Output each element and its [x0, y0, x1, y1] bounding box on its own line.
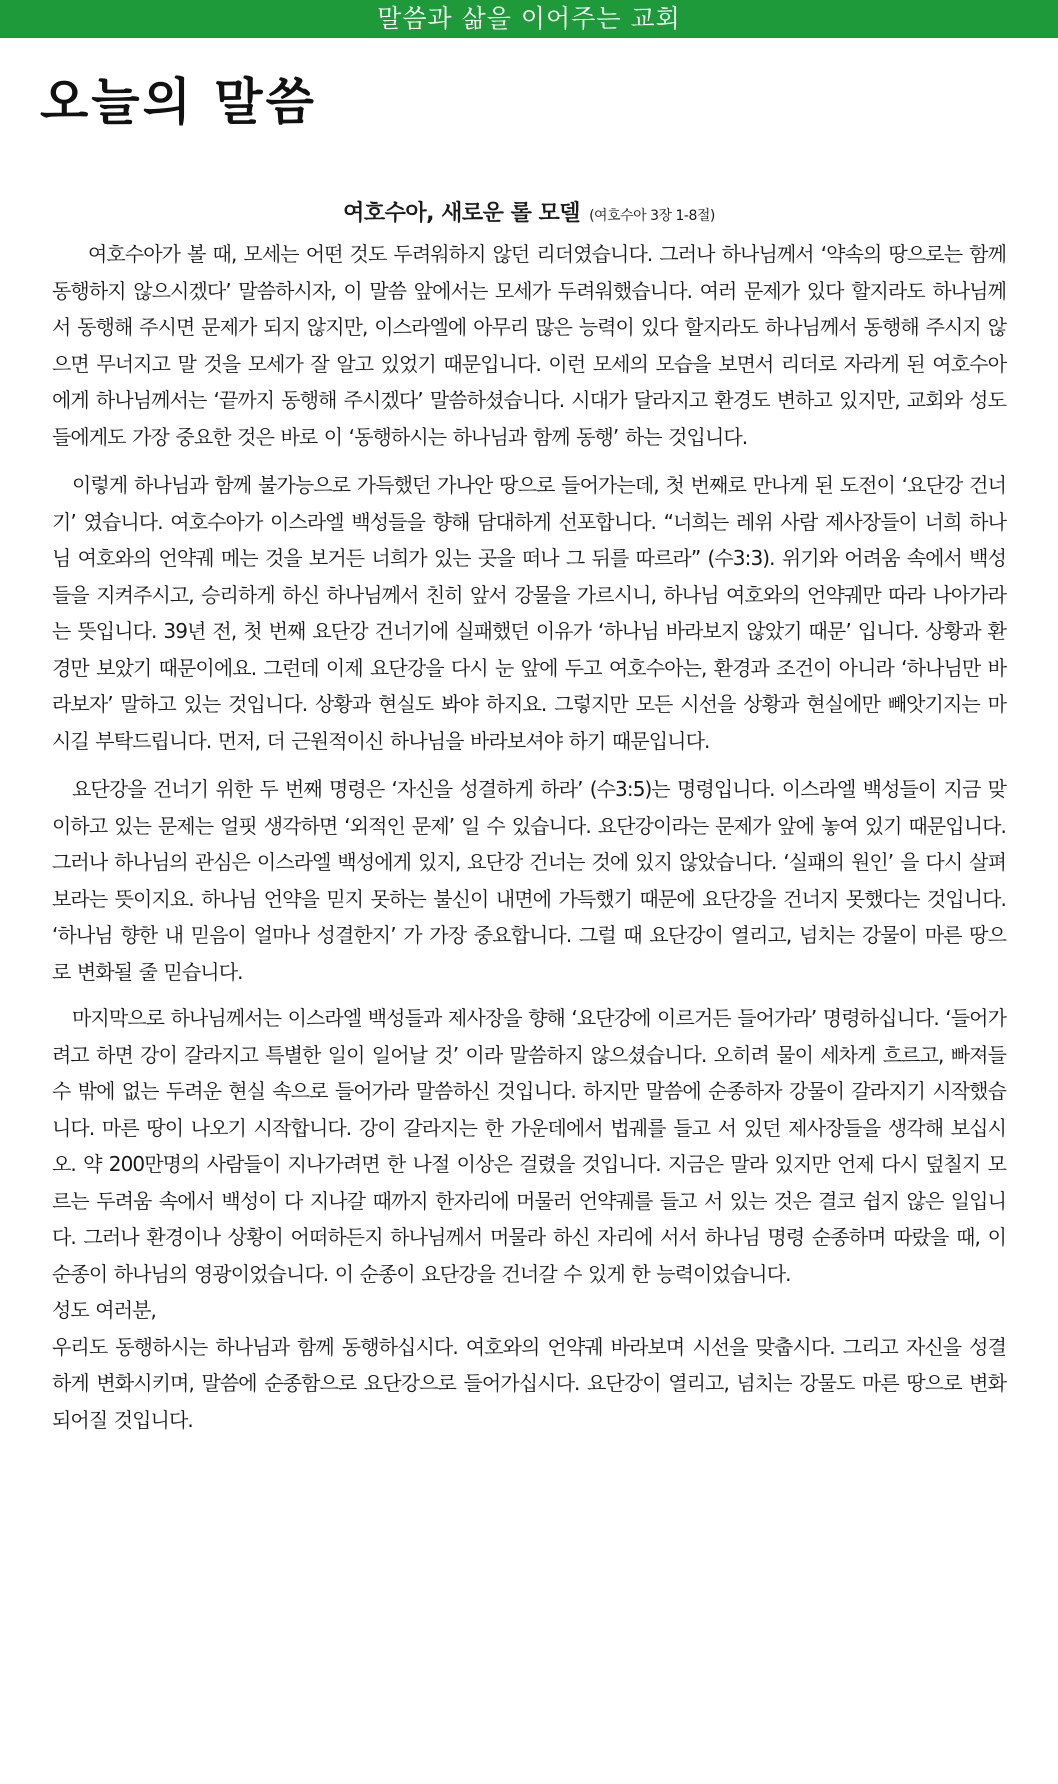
- scripture-reference: (여호수아 3장 1-8절): [589, 208, 715, 224]
- page-title: 오늘의 말씀: [40, 73, 317, 131]
- sermon-paragraph-1: 여호수아가 볼 때, 모세는 어떤 것도 두려워하지 않던 리더였습니다. 그러나 하나님께서 ‘약속의 땅으로는 함께 동행하지 않으시겠다’ 말씀하시자, 이 말씀 앞에서는 모세가 두려워했습니다. 여러 문제가 있다 할지라도 하나님께서 동행해 주시면 문제가 되지 않지만, 이스라엘에 아무리 많은 능력이 있다 할지라도 하나님께서 동행해 주시지 않으면 무너지고 말 것을 모세가 잘 알고 있었기 때문입니다. 이런 모세의 모습을 보면서 리더로 자라게 된 여호수아에게 하나님께서는 ‘끝까지 동행해 주시겠다’ 말씀하셨습니다. 시대가 달라지고 환경도 변하고 있지만, 교회와 성도들에게도 가장 중요한 것은 바로 이 ‘동행하시는 하나님과 함께 동행’ 하는 것입니다.: [52, 242, 1006, 449]
- sermon-heading: [0, 196, 1058, 232]
- sermon-paragraph-2: 이렇게 하나님과 함께 불가능으로 가득했던 가나안 땅으로 들어가는데, 첫 번째로 만나게 된 도전이 ‘요단강 건너기’ 였습니다. 여호수아가 이스라엘 백성들을 향해 담대하게 선포합니다. “너희는 레위 사람 제사장들이 너희 하나님 여호와의 언약궤 메는 것을 보거든 너희가 있는 곳을 떠나 그 뒤를 따르라” (수3:3). 위기와 어려움 속에서 백성들을 지켜주시고, 승리하게 하신 하나님께서 친히 앞서 강물을 가르시니, 하나님 여호와의 언약궤만 따라 나아가라는 뜻입니다. 39년 전, 첫 번째 요단강 건너기에 실패했던 이유가 ‘하나님 바라보지 않았기 때문’ 입니다. 상황과 환경만 보았기 때문이에요. 그런데 이제 요단강을 다시 눈 앞에 두고 여호수아는, 환경과 조건이 아니라 ‘하나님만 바라보자’ 말하고 있는 것입니다. 상황과 현실도 봐야 하지요. 그렇지만 모든 시선을 상황과 현실에만 빼앗기지는 마시길 부탁드립니다. 먼저, 더 근원적이신 하나님을 바라보셔야 하기 때문입니다.: [52, 473, 1006, 753]
- closing-paragraph: 우리도 동행하시는 하나님과 함께 동행하십시다. 여호와의 언약궤 바라보며 시선을 맞춥시다. 그리고 자신을 성결하게 변화시키며, 말씀에 순종함으로 요단강으로 들어가십시다. 요단강이 열리고, 넘치는 강물도 마른 땅으로 변화되어질 것입니다.: [52, 1334, 1006, 1432]
- sermon-paragraph-3: 요단강을 건너기 위한 두 번째 명령은 ‘자신을 성결하게 하라’ (수3:5)는 명령입니다. 이스라엘 백성들이 지금 맞이하고 있는 문제는 얼핏 생각하면 ‘외적인 문제’ 일 수 있습니다. 요단강이라는 문제가 앞에 놓여 있기 때문입니다. 그러나 하나님의 관심은 이스라엘 백성에게 있지, 요단강 건너는 것에 있지 않았습니다. ‘실패의 원인’ 을 다시 살펴보라는 뜻이지요. 하나님 언약을 믿지 못하는 불신이 내면에 가득했기 때문에 요단강을 건너지 못했다는 것입니다. ‘하나님 향한 내 믿음이 얼마나 성결한지’ 가 가장 중요합니다. 그럴 때 요단강이 열리고, 넘치는 강물이 마른 땅으로 변화될 줄 믿습니다.: [52, 777, 1006, 984]
- sermon-paragraph-4: 마지막으로 하나님께서는 이스라엘 백성들과 제사장을 향해 ‘요단강에 이르거든 들어가라’ 명령하십니다. ‘들어가려고 하면 강이 갈라지고 특별한 일이 일어날 것’ 이라 말씀하지 않으셨습니다. 오히려 물이 세차게 흐르고, 빠져들 수 밖에 없는 두려운 현실 속으로 들어가라 말씀하신 것입니다. 하지만 말씀에 순종하자 강물이 갈라지기 시작했습니다. 마른 땅이 나오기 시작합니다. 강이 갈라지는 한 가운데에서 법궤를 들고 서 있던 제사장들을 생각해 보십시오. 약 200만명의 사람들이 지나가려면 한 나절 이상은 걸렸을 것입니다. 지금은 말라 있지만 언제 다시 덮칠지 모르는 두려움 속에서 백성이 다 지나갈 때까지 한자리에 머물러 언약궤를 들고 서 있는 것은 결코 쉽지 않은 일입니다. 그러나 환경이나 상황이 어떠하든지 하나님께서 머물라 하신 자리에 서서 하나님 명령 순종하며 따랐을 때, 이 순종이 하나님의 영광이었습니다. 이 순종이 요단강을 건너갈 수 있게 한 능력이었습니다.: [52, 1006, 1006, 1286]
- sermon-title: 여호수아, 새로운 롤 모델: [343, 201, 580, 226]
- sermon-body: [0, 236, 1058, 1438]
- closing-salutation: 성도 여러분,: [52, 1298, 157, 1322]
- church-banner: 말씀과 삶을 이어주는 교회: [0, 0, 1058, 38]
